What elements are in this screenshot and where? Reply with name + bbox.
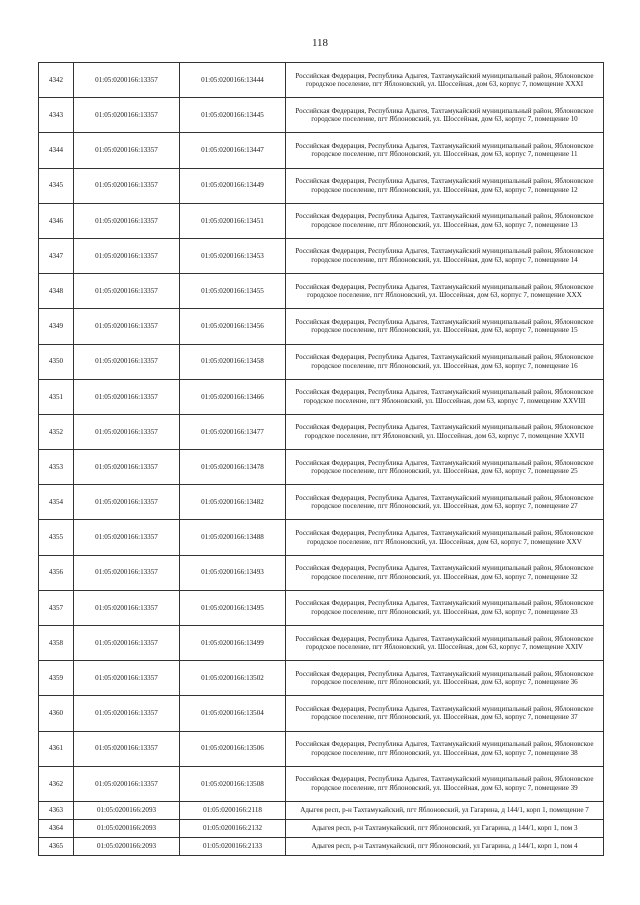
parent-cadastral-number-cell: 01:05:0200166:13357 (74, 626, 180, 661)
parent-cadastral-number-cell: 01:05:0200166:13357 (74, 168, 180, 203)
row-number-cell: 4354 (39, 485, 74, 520)
cadastral-number-cell: 01:05:0200166:13466 (180, 379, 286, 414)
row-number-cell: 4361 (39, 731, 74, 766)
table-row (39, 520, 604, 555)
parent-cadastral-number-cell: 01:05:0200166:13357 (74, 590, 180, 625)
parent-cadastral-number-cell: 01:05:0200166:13357 (74, 98, 180, 133)
parent-cadastral-number-cell: 01:05:0200166:13357 (74, 274, 180, 309)
cadastral-number-cell: 01:05:0200166:13477 (180, 414, 286, 449)
row-number-cell: 4358 (39, 626, 74, 661)
cadastral-number-cell: 01:05:0200166:13458 (180, 344, 286, 379)
address-cell: Российская Федерация, Республика Адыгея, Тахтамукайский муниципальный район, Яблоновское городское поселение, пгт Яблоновский, ул. Шоссейная, дом 63, корпус 7, помещение 13 (286, 203, 604, 238)
parent-cadastral-number-cell: 01:05:0200166:13357 (74, 766, 180, 801)
row-number-cell: 4365 (39, 838, 74, 856)
row-number-cell: 4342 (39, 63, 74, 98)
row-number-cell: 4359 (39, 661, 74, 696)
table-row (39, 626, 604, 661)
address-cell: Российская Федерация, Республика Адыгея, Тахтамукайский муниципальный район, Яблоновское городское поселение, пгт Яблоновский, ул. Шоссейная, дом 63, корпус 7, помещение 16 (286, 344, 604, 379)
cadastral-number-cell: 01:05:0200166:13456 (180, 309, 286, 344)
parent-cadastral-number-cell: 01:05:0200166:13357 (74, 520, 180, 555)
cadastral-number-cell: 01:05:0200166:13445 (180, 98, 286, 133)
table-row (39, 590, 604, 625)
table-row (39, 309, 604, 344)
parent-cadastral-number-cell: 01:05:0200166:13357 (74, 696, 180, 731)
address-cell: Российская Федерация, Республика Адыгея, Тахтамукайский муниципальный район, Яблоновское городское поселение, пгт Яблоновский, ул. Шоссейная, дом 63, корпус 7, помещение XXXI (286, 63, 604, 98)
registry-table-body (39, 63, 604, 856)
table-row (39, 98, 604, 133)
parent-cadastral-number-cell: 01:05:0200166:2093 (74, 838, 180, 856)
cadastral-number-cell: 01:05:0200166:13488 (180, 520, 286, 555)
row-number-cell: 4352 (39, 414, 74, 449)
cadastral-number-cell: 01:05:0200166:13495 (180, 590, 286, 625)
parent-cadastral-number-cell: 01:05:0200166:13357 (74, 238, 180, 273)
table-row (39, 203, 604, 238)
address-cell: Российская Федерация, Республика Адыгея, Тахтамукайский муниципальный район, Яблоновское городское поселение, пгт Яблоновский, ул. Шоссейная, дом 63, корпус 7, помещение 12 (286, 168, 604, 203)
address-cell: Российская Федерация, Республика Адыгея, Тахтамукайский муниципальный район, Яблоновское городское поселение, пгт Яблоновский, ул. Шоссейная, дом 63, корпус 7, помещение 38 (286, 731, 604, 766)
table-row (39, 820, 604, 838)
parent-cadastral-number-cell: 01:05:0200166:2093 (74, 801, 180, 819)
cadastral-number-cell: 01:05:0200166:13504 (180, 696, 286, 731)
row-number-cell: 4351 (39, 379, 74, 414)
cadastral-number-cell: 01:05:0200166:13449 (180, 168, 286, 203)
table-row (39, 766, 604, 801)
row-number-cell: 4348 (39, 274, 74, 309)
address-cell: Российская Федерация, Республика Адыгея, Тахтамукайский муниципальный район, Яблоновское городское поселение, пгт Яблоновский, ул. Шоссейная, дом 63, корпус 7, помещение 10 (286, 98, 604, 133)
cadastral-number-cell: 01:05:0200166:2118 (180, 801, 286, 819)
cadastral-number-cell: 01:05:0200166:2132 (180, 820, 286, 838)
cadastral-number-cell: 01:05:0200166:13478 (180, 450, 286, 485)
address-cell: Российская Федерация, Республика Адыгея, Тахтамукайский муниципальный район, Яблоновское городское поселение, пгт Яблоновский, ул. Шоссейная, дом 63, корпус 7, помещение 15 (286, 309, 604, 344)
cadastral-number-cell: 01:05:0200166:13502 (180, 661, 286, 696)
address-cell: Российская Федерация, Республика Адыгея, Тахтамукайский муниципальный район, Яблоновское городское поселение, пгт Яблоновский, ул. Шоссейная, дом 63, корпус 7, помещение XXVIII (286, 379, 604, 414)
row-number-cell: 4343 (39, 98, 74, 133)
parent-cadastral-number-cell: 01:05:0200166:13357 (74, 485, 180, 520)
parent-cadastral-number-cell: 01:05:0200166:13357 (74, 309, 180, 344)
row-number-cell: 4363 (39, 801, 74, 819)
parent-cadastral-number-cell: 01:05:0200166:13357 (74, 344, 180, 379)
table-row (39, 731, 604, 766)
address-cell: Российская Федерация, Республика Адыгея, Тахтамукайский муниципальный район, Яблоновское городское поселение, пгт Яблоновский, ул. Шоссейная, дом 63, корпус 7, помещение XXIV (286, 626, 604, 661)
parent-cadastral-number-cell: 01:05:0200166:13357 (74, 555, 180, 590)
row-number-cell: 4360 (39, 696, 74, 731)
table-row (39, 661, 604, 696)
parent-cadastral-number-cell: 01:05:0200166:13357 (74, 731, 180, 766)
parent-cadastral-number-cell: 01:05:0200166:13357 (74, 414, 180, 449)
cadastral-number-cell: 01:05:0200166:13451 (180, 203, 286, 238)
table-row (39, 133, 604, 168)
table-row (39, 344, 604, 379)
page-number: 118 (311, 37, 329, 49)
row-number-cell: 4350 (39, 344, 74, 379)
address-cell: Российская Федерация, Республика Адыгея, Тахтамукайский муниципальный район, Яблоновское городское поселение, пгт Яблоновский, ул. Шоссейная, дом 63, корпус 7, помещение 27 (286, 485, 604, 520)
cadastral-number-cell: 01:05:0200166:13482 (180, 485, 286, 520)
table-row (39, 274, 604, 309)
address-cell: Российская Федерация, Республика Адыгея, Тахтамукайский муниципальный район, Яблоновское городское поселение, пгт Яблоновский, ул. Шоссейная, дом 63, корпус 7, помещение XXVII (286, 414, 604, 449)
row-number-cell: 4347 (39, 238, 74, 273)
table-row (39, 450, 604, 485)
table-row (39, 168, 604, 203)
table-row (39, 838, 604, 856)
parent-cadastral-number-cell: 01:05:0200166:13357 (74, 133, 180, 168)
cadastral-number-cell: 01:05:0200166:13447 (180, 133, 286, 168)
table-row (39, 238, 604, 273)
address-cell: Российская Федерация, Республика Адыгея, Тахтамукайский муниципальный район, Яблоновское городское поселение, пгт Яблоновский, ул. Шоссейная, дом 63, корпус 7, помещение 32 (286, 555, 604, 590)
address-cell: Российская Федерация, Республика Адыгея, Тахтамукайский муниципальный район, Яблоновское городское поселение, пгт Яблоновский, ул. Шоссейная, дом 63, корпус 7, помещение XXX (286, 274, 604, 309)
row-number-cell: 4364 (39, 820, 74, 838)
address-cell: Адыгея респ, р-н Тахтамукайский, пгт Яблоновский, ул Гагарина, д 144/1, корп 1, помещение 7 (286, 801, 604, 819)
row-number-cell: 4346 (39, 203, 74, 238)
row-number-cell: 4362 (39, 766, 74, 801)
cadastral-number-cell: 01:05:0200166:13508 (180, 766, 286, 801)
row-number-cell: 4345 (39, 168, 74, 203)
registry-table (38, 62, 604, 856)
address-cell: Адыгея респ, р-н Тахтамукайский, пгт Яблоновский, ул Гагарина, д 144/1, корп 1, пом 3 (286, 820, 604, 838)
parent-cadastral-number-cell: 01:05:0200166:13357 (74, 450, 180, 485)
table-row (39, 485, 604, 520)
parent-cadastral-number-cell: 01:05:0200166:13357 (74, 379, 180, 414)
address-cell: Российская Федерация, Республика Адыгея, Тахтамукайский муниципальный район, Яблоновское городское поселение, пгт Яблоновский, ул. Шоссейная, дом 63, корпус 7, помещение 36 (286, 661, 604, 696)
address-cell: Российская Федерация, Республика Адыгея, Тахтамукайский муниципальный район, Яблоновское городское поселение, пгт Яблоновский, ул. Шоссейная, дом 63, корпус 7, помещение XXV (286, 520, 604, 555)
table-row (39, 696, 604, 731)
table-row (39, 801, 604, 819)
cadastral-number-cell: 01:05:0200166:2133 (180, 838, 286, 856)
row-number-cell: 4349 (39, 309, 74, 344)
row-number-cell: 4357 (39, 590, 74, 625)
address-cell: Российская Федерация, Республика Адыгея, Тахтамукайский муниципальный район, Яблоновское городское поселение, пгт Яблоновский, ул. Шоссейная, дом 63, корпус 7, помещение 37 (286, 696, 604, 731)
table-row (39, 63, 604, 98)
parent-cadastral-number-cell: 01:05:0200166:13357 (74, 203, 180, 238)
address-cell: Российская Федерация, Республика Адыгея, Тахтамукайский муниципальный район, Яблоновское городское поселение, пгт Яблоновский, ул. Шоссейная, дом 63, корпус 7, помещение 11 (286, 133, 604, 168)
parent-cadastral-number-cell: 01:05:0200166:2093 (74, 820, 180, 838)
row-number-cell: 4353 (39, 450, 74, 485)
row-number-cell: 4344 (39, 133, 74, 168)
cadastral-number-cell: 01:05:0200166:13506 (180, 731, 286, 766)
cadastral-number-cell: 01:05:0200166:13455 (180, 274, 286, 309)
row-number-cell: 4355 (39, 520, 74, 555)
parent-cadastral-number-cell: 01:05:0200166:13357 (74, 661, 180, 696)
cadastral-number-cell: 01:05:0200166:13499 (180, 626, 286, 661)
table-row (39, 379, 604, 414)
table-row (39, 555, 604, 590)
table-row (39, 414, 604, 449)
cadastral-number-cell: 01:05:0200166:13444 (180, 63, 286, 98)
row-number-cell: 4356 (39, 555, 74, 590)
parent-cadastral-number-cell: 01:05:0200166:13357 (74, 63, 180, 98)
address-cell: Российская Федерация, Республика Адыгея, Тахтамукайский муниципальный район, Яблоновское городское поселение, пгт Яблоновский, ул. Шоссейная, дом 63, корпус 7, помещение 25 (286, 450, 604, 485)
address-cell: Российская Федерация, Республика Адыгея, Тахтамукайский муниципальный район, Яблоновское городское поселение, пгт Яблоновский, ул. Шоссейная, дом 63, корпус 7, помещение 39 (286, 766, 604, 801)
cadastral-number-cell: 01:05:0200166:13453 (180, 238, 286, 273)
address-cell: Российская Федерация, Республика Адыгея, Тахтамукайский муниципальный район, Яблоновское городское поселение, пгт Яблоновский, ул. Шоссейная, дом 63, корпус 7, помещение 33 (286, 590, 604, 625)
address-cell: Адыгея респ, р-н Тахтамукайский, пгт Яблоновский, ул Гагарина, д 144/1, корп 1, пом 4 (286, 838, 604, 856)
cadastral-number-cell: 01:05:0200166:13493 (180, 555, 286, 590)
address-cell: Российская Федерация, Республика Адыгея, Тахтамукайский муниципальный район, Яблоновское городское поселение, пгт Яблоновский, ул. Шоссейная, дом 63, корпус 7, помещение 14 (286, 238, 604, 273)
